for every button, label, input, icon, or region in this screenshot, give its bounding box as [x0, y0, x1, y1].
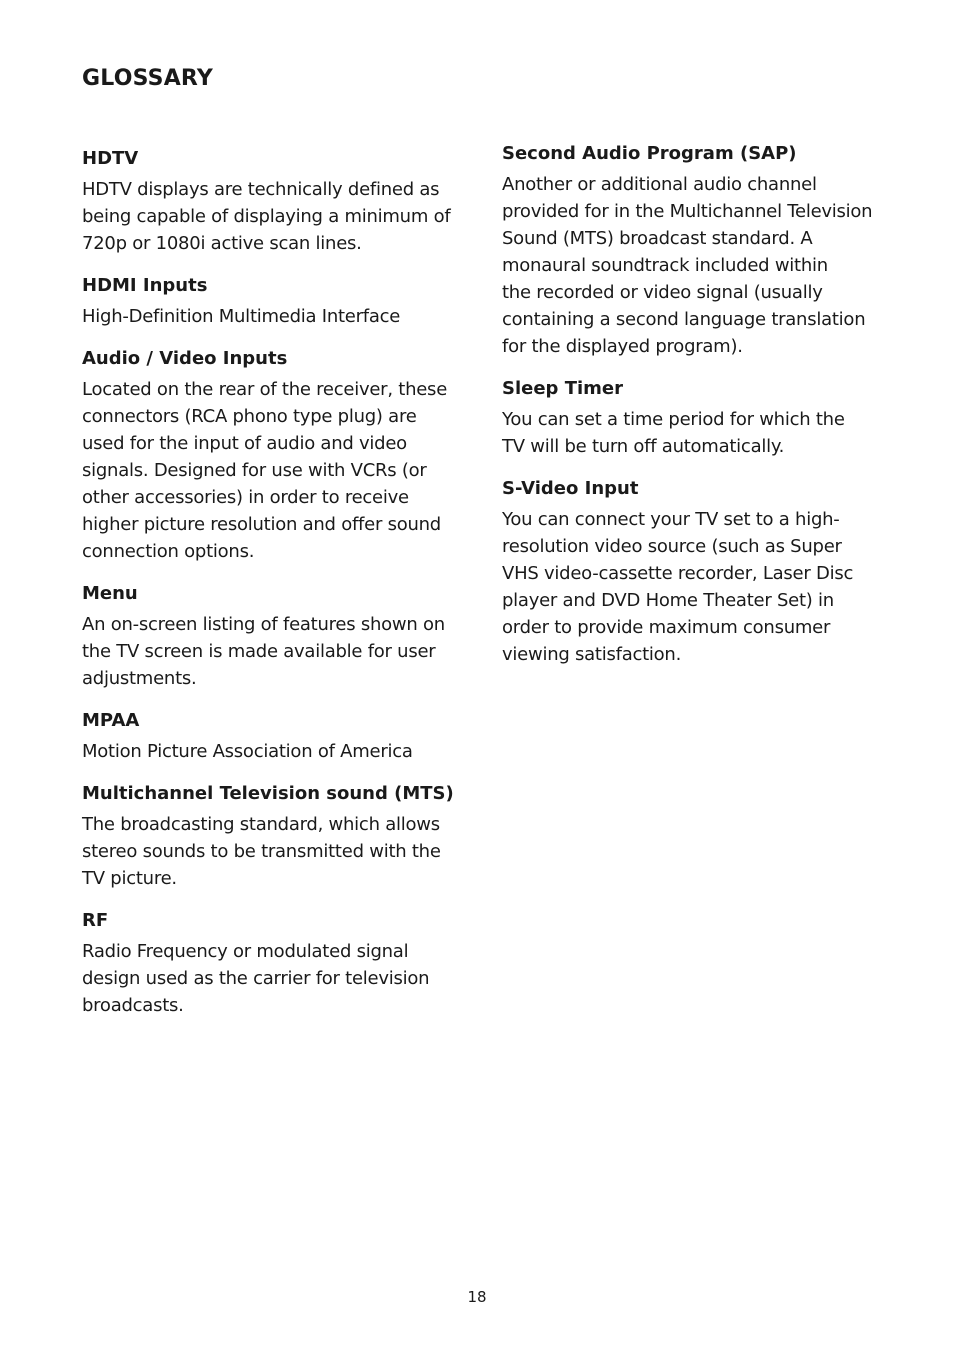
glossary-entry-hdmi-inputs — [82, 273, 472, 330]
glossary-term: Menu — [82, 583, 138, 604]
glossary-entry-audio-video-inputs — [82, 346, 472, 565]
glossary-term: HDTV — [82, 148, 139, 169]
glossary-definition: Motion Picture Association of America — [82, 741, 413, 762]
glossary-entry-mts — [82, 781, 472, 892]
glossary-right-column — [502, 141, 892, 684]
glossary-entry-mpaa — [82, 708, 472, 765]
glossary-definition: You can connect your TV set to a high- resolution video source (such as Super VHS video-cassette recorder, Laser Disc player and DVD Home Theater Set) in order to provide maximum consumer viewing satisfaction. — [502, 509, 854, 665]
glossary-entry-sleep-timer — [502, 376, 892, 460]
glossary-definition: HDTV displays are technically defined as being capable of displaying a minimum of 720p or 1080i active scan lines. — [82, 179, 451, 254]
glossary-term: S-Video Input — [502, 478, 639, 499]
glossary-term: HDMI Inputs — [82, 275, 208, 296]
page-title: GLOSSARY — [82, 66, 213, 91]
glossary-term: Sleep Timer — [502, 378, 623, 399]
glossary-left-column — [82, 146, 472, 1035]
glossary-definition: An on-screen listing of features shown on the TV screen is made available for user adjustments. — [82, 614, 445, 689]
glossary-entry-rf — [82, 908, 472, 1019]
glossary-definition: The broadcasting standard, which allows stereo sounds to be transmitted with the TV picture. — [82, 814, 441, 889]
glossary-entry-menu — [82, 581, 472, 692]
glossary-term: RF — [82, 910, 109, 931]
glossary-term: Second Audio Program (SAP) — [502, 143, 797, 164]
glossary-term: MPAA — [82, 710, 140, 731]
glossary-entry-hdtv — [82, 146, 472, 257]
glossary-term: Multichannel Television sound (MTS) — [82, 783, 454, 804]
glossary-definition: Another or additional audio channel provided for in the Multichannel Television Sound (MTS) broadcast standard. A monaural soundtrack included within the recorded or video signal (usually containing a second language translation for the displayed program). — [502, 174, 873, 357]
glossary-definition: Radio Frequency or modulated signal design used as the carrier for television broadcasts. — [82, 941, 430, 1016]
page-number: 18 — [467, 1288, 487, 1306]
glossary-definition: High-Definition Multimedia Interface — [82, 306, 401, 327]
glossary-definition: Located on the rear of the receiver, these connectors (RCA phono type plug) are used for the input of audio and video signals. Designed for use with VCRs (or other accessories) in order to receive higher picture resolution and offer sound connection options. — [82, 379, 448, 562]
glossary-entry-sap — [502, 141, 892, 360]
glossary-definition: You can set a time period for which the TV will be turn off automatically. — [502, 409, 845, 457]
glossary-entry-s-video-input — [502, 476, 892, 668]
glossary-term: Audio / Video Inputs — [82, 348, 288, 369]
